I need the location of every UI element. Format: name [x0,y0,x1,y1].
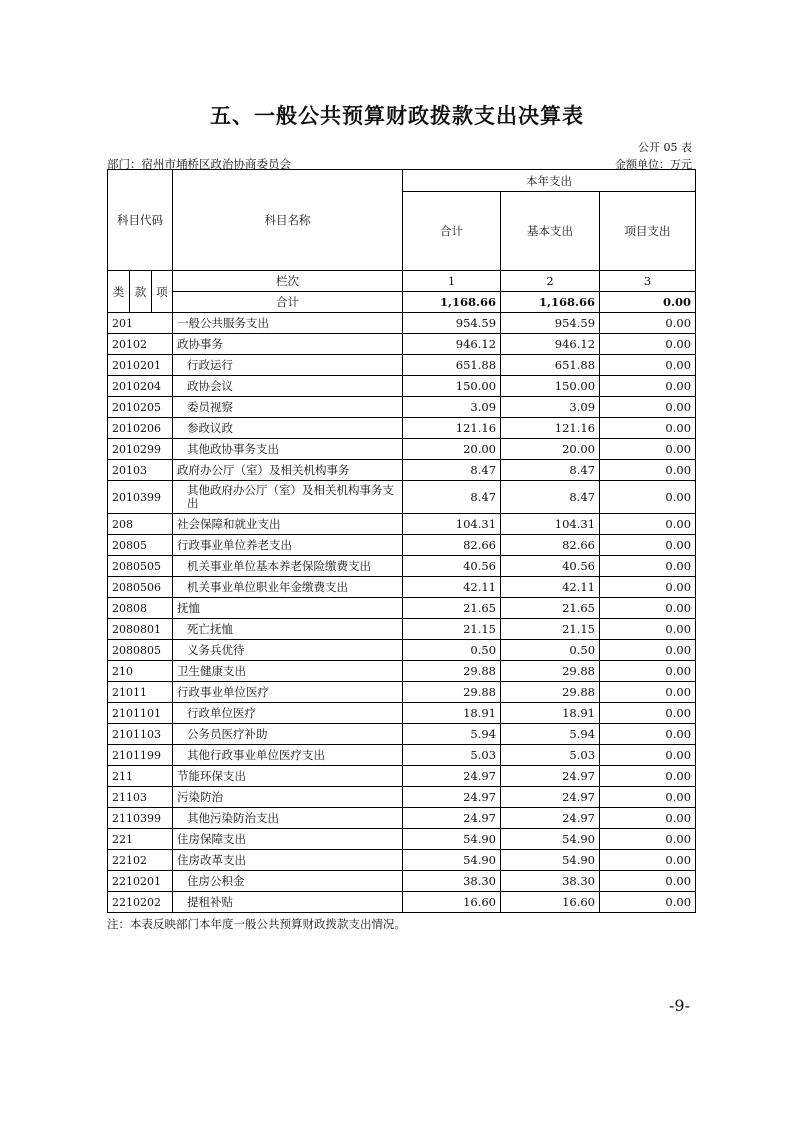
subject-code: 2080801 [108,619,173,640]
subject-name: 行政单位医疗 [173,703,403,724]
table-row [108,334,696,355]
amount-total: 21.15 [403,619,501,640]
subject-name: 住房改革支出 [173,850,403,871]
amount-project: 0.00 [600,640,696,661]
amount-project: 0.00 [600,808,696,829]
amount-project: 0.00 [600,514,696,535]
amount-basic: 24.97 [501,787,600,808]
subject-code: 208 [108,514,173,535]
subject-code: 20808 [108,598,173,619]
subject-code: 2010299 [108,439,173,460]
amount-basic: 150.00 [501,376,600,397]
subject-code: 21103 [108,787,173,808]
subject-code: 211 [108,766,173,787]
subject-code: 2101101 [108,703,173,724]
amount-total: 24.97 [403,766,501,787]
table-row [108,724,696,745]
amount-basic: 121.16 [501,418,600,439]
amount-total: 29.88 [403,661,501,682]
subject-code: 2080805 [108,640,173,661]
amount-total: 954.59 [403,313,501,334]
subject-name: 委员视察 [173,397,403,418]
amount-total: 946.12 [403,334,501,355]
amount-total: 18.91 [403,703,501,724]
header-lanci: 栏次 [173,271,403,292]
subject-code: 2101103 [108,724,173,745]
amount-project: 0.00 [600,313,696,334]
table-row [108,640,696,661]
amount-basic: 42.11 [501,577,600,598]
amount-total: 104.31 [403,514,501,535]
subject-code: 20805 [108,535,173,556]
table-row [108,481,696,514]
amount-project: 0.00 [600,850,696,871]
header-subject-name: 科目名称 [173,170,403,271]
amount-basic: 21.15 [501,619,600,640]
table-row [108,619,696,640]
amount-project: 0.00 [600,481,696,514]
amount-project: 0.00 [600,703,696,724]
subject-name: 住房保障支出 [173,829,403,850]
amount-project: 0.00 [600,598,696,619]
grand-total-value: 1,168.66 [403,292,501,313]
amount-basic: 104.31 [501,514,600,535]
amount-basic: 954.59 [501,313,600,334]
table-row [108,460,696,481]
subject-code: 2110399 [108,808,173,829]
table-row [108,829,696,850]
table-row [108,313,696,334]
amount-basic: 20.00 [501,439,600,460]
amount-project: 0.00 [600,892,696,913]
table-row [108,397,696,418]
subject-code: 2010201 [108,355,173,376]
amount-total: 24.97 [403,808,501,829]
amount-basic: 946.12 [501,334,600,355]
amount-total: 82.66 [403,535,501,556]
amount-project: 0.00 [600,661,696,682]
amount-project: 0.00 [600,682,696,703]
amount-project: 0.00 [600,745,696,766]
header-total: 合计 [403,192,501,271]
subject-code: 221 [108,829,173,850]
amount-basic: 40.56 [501,556,600,577]
amount-project: 0.00 [600,355,696,376]
amount-total: 54.90 [403,850,501,871]
table-row [108,355,696,376]
table-row [108,703,696,724]
table-row [108,808,696,829]
subject-code: 2010399 [108,481,173,514]
amount-project: 0.00 [600,376,696,397]
subject-name: 参政议政 [173,418,403,439]
amount-total: 20.00 [403,439,501,460]
amount-basic: 8.47 [501,460,600,481]
amount-total: 150.00 [403,376,501,397]
table-row [108,439,696,460]
amount-total: 54.90 [403,829,501,850]
amount-project: 0.00 [600,787,696,808]
amount-project: 0.00 [600,766,696,787]
table-row [108,766,696,787]
amount-project: 0.00 [600,418,696,439]
table-row [108,514,696,535]
subject-name: 抚恤 [173,598,403,619]
grand-total-basic: 1,168.66 [501,292,600,313]
subject-code: 2010205 [108,397,173,418]
subject-name: 其他行政事业单位医疗支出 [173,745,403,766]
subject-code: 21011 [108,682,173,703]
subject-code: 2080506 [108,577,173,598]
table-row [108,556,696,577]
amount-basic: 29.88 [501,682,600,703]
subject-name: 死亡抚恤 [173,619,403,640]
table-row [108,598,696,619]
amount-total: 0.50 [403,640,501,661]
amount-total: 42.11 [403,577,501,598]
amount-total: 38.30 [403,871,501,892]
subject-code: 2101199 [108,745,173,766]
subject-name: 行政事业单位养老支出 [173,535,403,556]
amount-basic: 3.09 [501,397,600,418]
amount-total: 24.97 [403,787,501,808]
amount-total: 21.65 [403,598,501,619]
amount-total: 5.03 [403,745,501,766]
grand-total-project: 0.00 [600,292,696,313]
amount-total: 3.09 [403,397,501,418]
amount-unit: 金额单位：万元 [615,158,692,171]
subject-name: 公务员医疗补助 [173,724,403,745]
form-number: 公开 05 表 [638,141,692,154]
header-current-year-expenditure: 本年支出 [403,170,696,192]
subject-name: 行政运行 [173,355,403,376]
column-number-3: 3 [600,271,696,292]
subject-name: 行政事业单位医疗 [173,682,403,703]
amount-total: 8.47 [403,460,501,481]
amount-basic: 24.97 [501,808,600,829]
subject-name: 一般公共服务支出 [173,313,403,334]
subject-name: 机关事业单位职业年金缴费支出 [173,577,403,598]
subject-code: 201 [108,313,173,334]
header-basic: 基本支出 [501,192,600,271]
table-row [108,535,696,556]
amount-basic: 651.88 [501,355,600,376]
amount-project: 0.00 [600,577,696,598]
amount-basic: 24.97 [501,766,600,787]
amount-total: 121.16 [403,418,501,439]
grand-total-label: 合计 [173,292,403,313]
subject-name: 政协事务 [173,334,403,355]
amount-basic: 5.03 [501,745,600,766]
subject-name: 其他政府办公厅（室）及相关机构事务支出 [173,481,403,514]
budget-table [107,169,696,913]
amount-basic: 82.66 [501,535,600,556]
table-row [108,682,696,703]
header-lei: 类 [108,271,130,313]
table-note: 注：本表反映部门本年度一般公共预算财政拨款支出情况。 [107,917,406,931]
amount-project: 0.00 [600,535,696,556]
table-body [108,313,696,913]
subject-code: 2080505 [108,556,173,577]
subject-code: 2210202 [108,892,173,913]
table-row [108,871,696,892]
table-row [108,850,696,871]
amount-basic: 18.91 [501,703,600,724]
subject-name: 住房公积金 [173,871,403,892]
table-row [108,892,696,913]
subject-name: 节能环保支出 [173,766,403,787]
subject-name: 社会保障和就业支出 [173,514,403,535]
table-row [108,745,696,766]
header-project: 项目支出 [600,192,696,271]
table-row [108,787,696,808]
subject-code: 20102 [108,334,173,355]
table-row [108,418,696,439]
subject-code: 2010206 [108,418,173,439]
column-number-1: 1 [403,271,501,292]
subject-code: 210 [108,661,173,682]
amount-basic: 29.88 [501,661,600,682]
amount-project: 0.00 [600,829,696,850]
amount-total: 29.88 [403,682,501,703]
column-number-2: 2 [501,271,600,292]
amount-project: 0.00 [600,334,696,355]
subject-name: 其他污染防治支出 [173,808,403,829]
amount-project: 0.00 [600,871,696,892]
amount-basic: 0.50 [501,640,600,661]
amount-basic: 8.47 [501,481,600,514]
subject-name: 提租补贴 [173,892,403,913]
amount-total: 651.88 [403,355,501,376]
amount-basic: 16.60 [501,892,600,913]
amount-basic: 21.65 [501,598,600,619]
page-title: 五、一般公共预算财政拨款支出决算表 [210,104,584,128]
amount-project: 0.00 [600,724,696,745]
amount-project: 0.00 [600,460,696,481]
amount-basic: 54.90 [501,850,600,871]
header-xiang: 项 [152,271,173,313]
subject-name: 卫生健康支出 [173,661,403,682]
subject-code: 20103 [108,460,173,481]
subject-name: 政府办公厅（室）及相关机构事务 [173,460,403,481]
subject-name: 机关事业单位基本养老保险缴费支出 [173,556,403,577]
amount-total: 40.56 [403,556,501,577]
amount-basic: 38.30 [501,871,600,892]
subject-name: 其他政协事务支出 [173,439,403,460]
subject-name: 政协会议 [173,376,403,397]
amount-project: 0.00 [600,397,696,418]
subject-name: 污染防治 [173,787,403,808]
header-kuan: 款 [130,271,152,313]
subject-name: 义务兵优待 [173,640,403,661]
table-row [108,577,696,598]
amount-project: 0.00 [600,439,696,460]
amount-project: 0.00 [600,556,696,577]
table-row [108,376,696,397]
header-subject-code: 科目代码 [108,170,173,271]
amount-total: 5.94 [403,724,501,745]
department-label: 部门：宿州市埇桥区政治协商委员会 [107,157,291,171]
subject-code: 22102 [108,850,173,871]
amount-basic: 54.90 [501,829,600,850]
table-row [108,661,696,682]
subject-code: 2010204 [108,376,173,397]
amount-basic: 5.94 [501,724,600,745]
amount-total: 8.47 [403,481,501,514]
amount-project: 0.00 [600,619,696,640]
amount-total: 16.60 [403,892,501,913]
subject-code: 2210201 [108,871,173,892]
page-number: -9- [669,996,690,1015]
